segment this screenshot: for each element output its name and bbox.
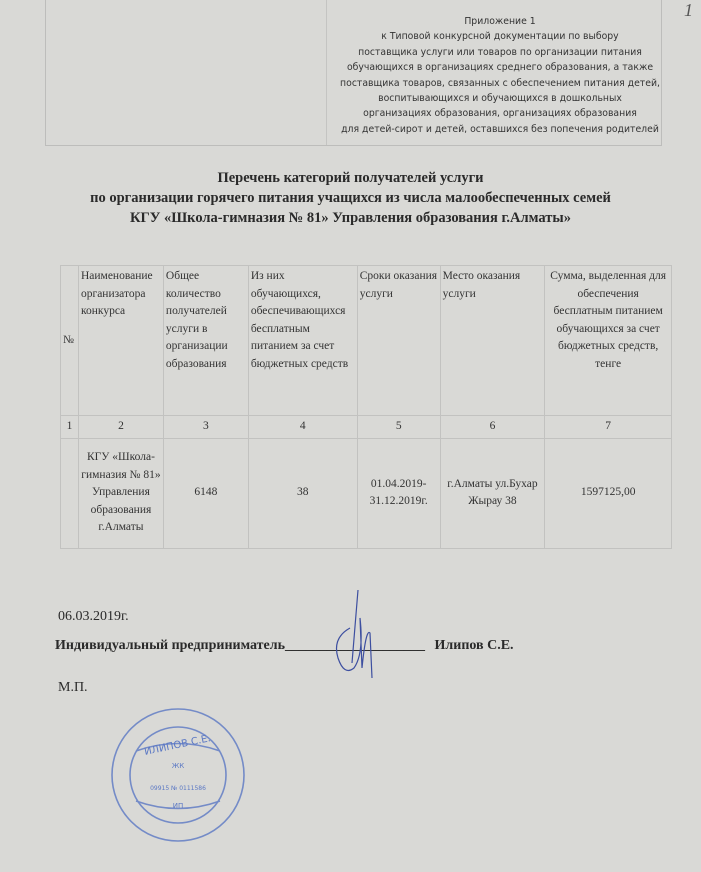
svg-text:ИЛИПОВ С.Е.: ИЛИПОВ С.Е. <box>143 733 212 758</box>
data-cell: КГУ «Школа-гимназия № 81» Управления образования г.Алматы <box>78 438 163 548</box>
number-row <box>61 416 672 439</box>
stamp-icon <box>110 706 246 844</box>
header-row <box>61 266 672 416</box>
number-cell: 4 <box>248 416 357 439</box>
data-cell: г.Алматы ул.Бухар Жырау 38 <box>440 438 545 548</box>
data-cell <box>61 438 79 548</box>
header-cell: Из них обучающихся, обеспечивающихся бесплатным питанием за счет бюджетных средств <box>248 266 357 416</box>
data-cell: 6148 <box>163 438 248 548</box>
document-date: 06.03.2019г. <box>58 609 129 624</box>
annex-line: организациях образования, организациях образования <box>363 108 637 120</box>
svg-text:ИП: ИП <box>172 802 184 810</box>
annex-block <box>320 14 680 137</box>
data-cell: 1597125,00 <box>545 438 672 548</box>
annex-line: воспитывающихся и обучающихся в дошкольных <box>378 93 622 105</box>
number-cell: 2 <box>78 416 163 439</box>
svg-text:09915 № 0111586: 09915 № 0111586 <box>150 785 206 792</box>
title-line: по организации горячего питания учащихся из числа малообеспеченных семей <box>90 190 611 206</box>
number-cell: 7 <box>545 416 672 439</box>
number-cell: 5 <box>357 416 440 439</box>
number-cell: 1 <box>61 416 79 439</box>
number-cell: 3 <box>163 416 248 439</box>
annex-title: Приложение 1 <box>464 16 536 27</box>
annex-line: поставщика товаров, связанных с обеспечением питания детей, <box>340 77 660 89</box>
data-cell: 01.04.2019-31.12.2019г. <box>357 438 440 548</box>
signer-name: Илипов С.Е. <box>434 638 514 653</box>
header-cell: Сумма, выделенная для обеспечения бесплатным питанием обучающихся за счет бюджетных средств, тенге <box>545 266 672 416</box>
data-cell: 38 <box>248 438 357 548</box>
header-cell: Общее количество получателей услуги в организации образования <box>163 266 248 416</box>
signature-line <box>55 638 514 654</box>
title-line: Перечень категорий получателей услуги <box>217 170 484 186</box>
header-cell: Место оказания услуги <box>440 266 545 416</box>
title-line: КГУ «Школа-гимназия № 81» Управления образования г.Алматы» <box>130 210 571 226</box>
annex-line: для детей-сирот и детей, оставшихся без попечения родителей <box>341 123 659 135</box>
annex-line: поставщика услуги или товаров по организации питания <box>358 46 642 58</box>
recipients-table <box>60 265 672 549</box>
number-cell: 6 <box>440 416 545 439</box>
seal-mark: М.П. <box>58 680 88 695</box>
header-cell: № <box>61 266 79 416</box>
svg-text:ЖК: ЖК <box>171 762 185 770</box>
annex-line: к Типовой конкурсной документации по выбору <box>381 31 619 43</box>
header-cell: Сроки оказания услуги <box>357 266 440 416</box>
page-number: 1 <box>684 0 693 20</box>
signature-icon <box>330 588 380 688</box>
table-row <box>61 438 672 548</box>
document-title <box>0 168 701 228</box>
signer-role: Индивидуальный предприниматель <box>55 638 286 653</box>
header-cell: Наименование организатора конкурса <box>78 266 163 416</box>
signature-blank: ____________________ <box>285 638 426 653</box>
annex-line: обучающихся в организациях среднего образования, а также <box>346 62 654 74</box>
